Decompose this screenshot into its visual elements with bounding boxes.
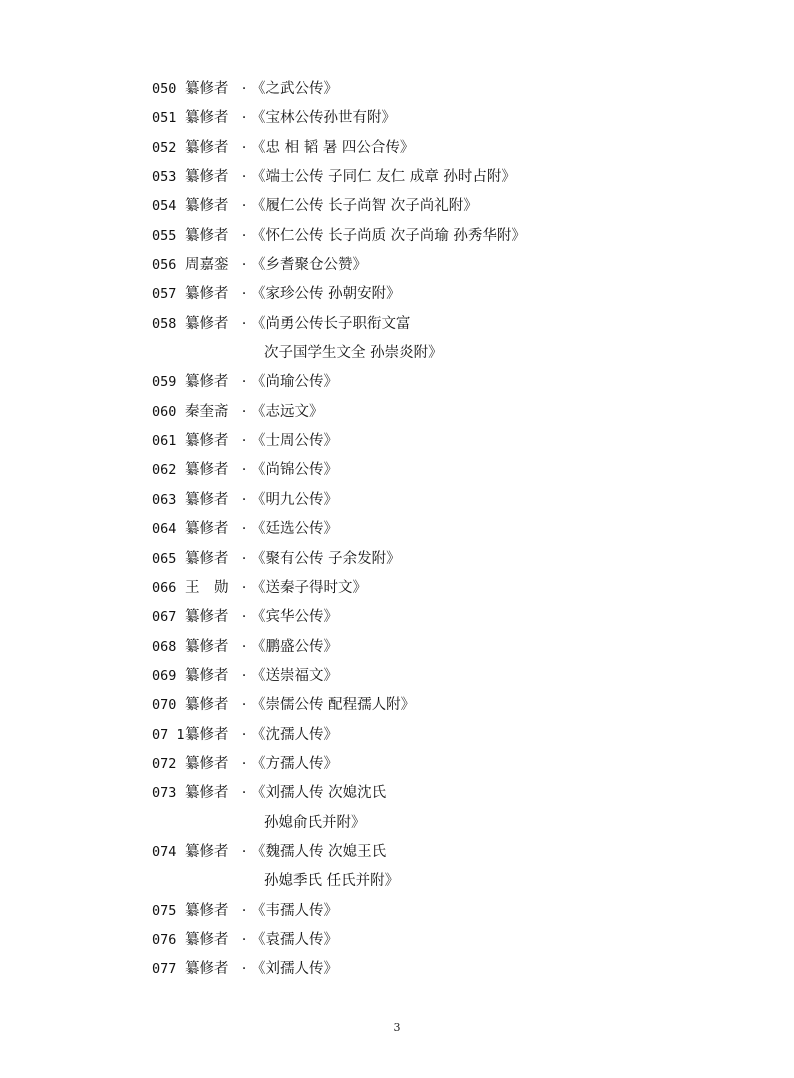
entry-author: 纂修者 — [185, 609, 229, 626]
entry-number: 065 — [152, 550, 177, 567]
entry-number: 066 — [152, 579, 177, 596]
entry-title: 《之武公传》 — [251, 81, 338, 97]
entry-separator: · — [241, 667, 247, 684]
entry-title: 《聚有公传 子余发附》 — [251, 550, 401, 567]
entry-author: 纂修者 — [185, 550, 229, 567]
entry-number: 059 — [152, 374, 177, 391]
entry-number: 055 — [152, 227, 177, 244]
toc-entry — [152, 603, 526, 632]
entry-separator: · — [241, 521, 247, 538]
entry-author: 纂修者 — [185, 726, 229, 743]
entry-separator: · — [241, 902, 247, 919]
toc-entry — [152, 75, 526, 104]
entry-separator: · — [241, 843, 247, 860]
entry-number: 058 — [152, 315, 177, 332]
entry-title: 《魏孺人传 次媳王氏 — [251, 843, 387, 860]
entry-title: 《韦孺人传》 — [251, 902, 338, 919]
entry-number: 052 — [152, 139, 177, 156]
entry-title: 《崇儒公传 配程孺人附》 — [251, 697, 416, 714]
entry-author: 纂修者 — [185, 755, 229, 772]
toc-entry — [152, 310, 526, 339]
entry-number: 050 — [152, 81, 177, 97]
entry-separator: · — [241, 139, 247, 156]
entry-title: 《志远文》 — [251, 403, 324, 420]
entry-number: 068 — [152, 638, 177, 655]
toc-entry — [152, 456, 526, 485]
entry-number: 053 — [152, 169, 177, 186]
entry-separator: · — [241, 227, 247, 244]
toc-entry — [152, 838, 526, 867]
entry-separator: · — [241, 697, 247, 714]
entry-number: 063 — [152, 491, 177, 508]
entry-number: 072 — [152, 755, 177, 772]
toc-entry — [152, 515, 526, 544]
entry-separator: · — [241, 403, 247, 420]
entry-author: 纂修者 — [185, 433, 229, 450]
entry-number: 064 — [152, 521, 177, 538]
entry-number: 067 — [152, 609, 177, 626]
entry-number: 054 — [152, 198, 177, 215]
toc-entry — [152, 368, 526, 397]
toc-entry — [152, 104, 526, 133]
toc-entry — [152, 251, 526, 280]
entry-title: 《送崇福文》 — [251, 667, 338, 684]
entry-separator: · — [241, 286, 247, 303]
entry-number: 07 1 — [152, 726, 185, 743]
entry-title: 《尚勇公传长子职衔文富 — [251, 315, 411, 332]
toc-entry — [152, 721, 526, 750]
entry-title: 《袁孺人传》 — [251, 931, 338, 948]
entry-author: 纂修者 — [185, 374, 229, 391]
entry-title: 《士周公传》 — [251, 433, 338, 450]
entry-separator: · — [241, 638, 247, 655]
entry-separator: · — [241, 257, 247, 274]
entry-author: 纂修者 — [185, 961, 229, 978]
entry-author: 纂修者 — [185, 667, 229, 684]
toc-entry — [152, 222, 526, 251]
entry-number: 069 — [152, 667, 177, 684]
entry-separator: · — [241, 755, 247, 772]
entry-number: 051 — [152, 110, 177, 127]
entry-separator: · — [241, 110, 247, 127]
entry-separator: · — [241, 785, 247, 802]
entry-author: 纂修者 — [185, 843, 229, 860]
entry-author: 王 勋 — [185, 579, 229, 596]
entry-author: 纂修者 — [185, 286, 229, 303]
entry-title: 《尚锦公传》 — [251, 462, 338, 479]
entry-separator: · — [241, 374, 247, 391]
entry-separator: · — [241, 961, 247, 978]
entry-separator: · — [241, 726, 247, 743]
entry-title-continuation: 孙媳季氏 任氏并附》 — [264, 873, 400, 890]
entry-number: 056 — [152, 257, 177, 274]
entry-title: 《明九公传》 — [251, 491, 338, 508]
entry-author: 纂修者 — [185, 198, 229, 215]
entry-author: 纂修者 — [185, 491, 229, 508]
entry-number: 057 — [152, 286, 177, 303]
entry-author: 纂修者 — [185, 227, 229, 244]
toc-entry — [152, 192, 526, 221]
toc-entry — [152, 897, 526, 926]
toc-entry — [152, 691, 526, 720]
entry-separator: · — [241, 315, 247, 332]
entry-author: 纂修者 — [185, 110, 229, 127]
entry-number: 062 — [152, 462, 177, 479]
toc-entry — [152, 633, 526, 662]
toc-entry — [152, 427, 526, 456]
entry-title: 《尚瑜公传》 — [251, 374, 338, 391]
entry-author: 秦奎斋 — [185, 403, 229, 420]
toc-entry — [152, 486, 526, 515]
toc-entry — [152, 926, 526, 955]
entry-title-continuation: 次子国学生文全 孙崇炎附》 — [264, 345, 443, 362]
entry-title: 《端士公传 子同仁 友仁 成章 孙时占附》 — [251, 169, 516, 186]
entry-number: 077 — [152, 961, 177, 978]
entry-title: 《廷选公传》 — [251, 521, 338, 538]
entry-title: 《乡耆聚仓公赞》 — [251, 257, 367, 274]
entry-separator: · — [241, 931, 247, 948]
entry-number: 075 — [152, 902, 177, 919]
entry-separator: · — [241, 81, 247, 97]
toc-entry — [152, 398, 526, 427]
table-of-contents — [152, 75, 526, 985]
entry-separator: · — [241, 462, 247, 479]
toc-entry — [152, 163, 526, 192]
toc-entry — [152, 955, 526, 984]
page-number: 3 — [393, 1021, 401, 1034]
entry-author: 纂修者 — [185, 521, 229, 538]
entry-separator: · — [241, 433, 247, 450]
entry-title-continuation: 孙媳俞氏并附》 — [264, 814, 366, 831]
entry-title: 《刘孺人传》 — [251, 961, 338, 978]
toc-entry — [152, 662, 526, 691]
entry-author: 周嘉銮 — [185, 257, 229, 274]
entry-separator: · — [241, 550, 247, 567]
toc-entry — [152, 280, 526, 309]
entry-separator: · — [241, 198, 247, 215]
toc-entry — [152, 134, 526, 163]
entry-number: 076 — [152, 931, 177, 948]
entry-separator: · — [241, 609, 247, 626]
entry-number: 070 — [152, 697, 177, 714]
entry-number: 073 — [152, 785, 177, 802]
entry-author: 纂修者 — [185, 462, 229, 479]
entry-author: 纂修者 — [185, 638, 229, 655]
entry-separator: · — [241, 579, 247, 596]
entry-number: 061 — [152, 433, 177, 450]
toc-entry — [152, 750, 526, 779]
entry-author: 纂修者 — [185, 139, 229, 156]
entry-title: 《宾华公传》 — [251, 609, 338, 626]
toc-entry — [152, 545, 526, 574]
entry-number: 074 — [152, 843, 177, 860]
entry-title: 《送秦子得时文》 — [251, 579, 367, 596]
entry-title: 《家珍公传 孙朝安附》 — [251, 286, 401, 303]
entry-author: 纂修者 — [185, 785, 229, 802]
entry-title: 《怀仁公传 长子尚质 次子尚瑜 孙秀华附》 — [251, 227, 526, 244]
entry-title: 《鹏盛公传》 — [251, 638, 338, 655]
entry-separator: · — [241, 169, 247, 186]
entry-author: 纂修者 — [185, 169, 229, 186]
entry-author: 纂修者 — [185, 697, 229, 714]
entry-title: 《方孺人传》 — [251, 755, 338, 772]
entry-author: 纂修者 — [185, 931, 229, 948]
entry-author: 纂修者 — [185, 902, 229, 919]
entry-separator: · — [241, 491, 247, 508]
toc-entry — [152, 779, 526, 808]
entry-author: 纂修者 — [185, 81, 229, 97]
entry-title: 《履仁公传 长子尚智 次子尚礼附》 — [251, 198, 478, 215]
entry-title: 《沈孺人传》 — [251, 726, 338, 743]
entry-title: 《忠 相 韬 暑 四公合传》 — [251, 139, 415, 156]
entry-title: 《宝林公传孙世有附》 — [251, 110, 396, 127]
entry-number: 060 — [152, 403, 177, 420]
toc-entry — [152, 574, 526, 603]
entry-author: 纂修者 — [185, 315, 229, 332]
entry-title: 《刘孺人传 次媳沈氏 — [251, 785, 387, 802]
